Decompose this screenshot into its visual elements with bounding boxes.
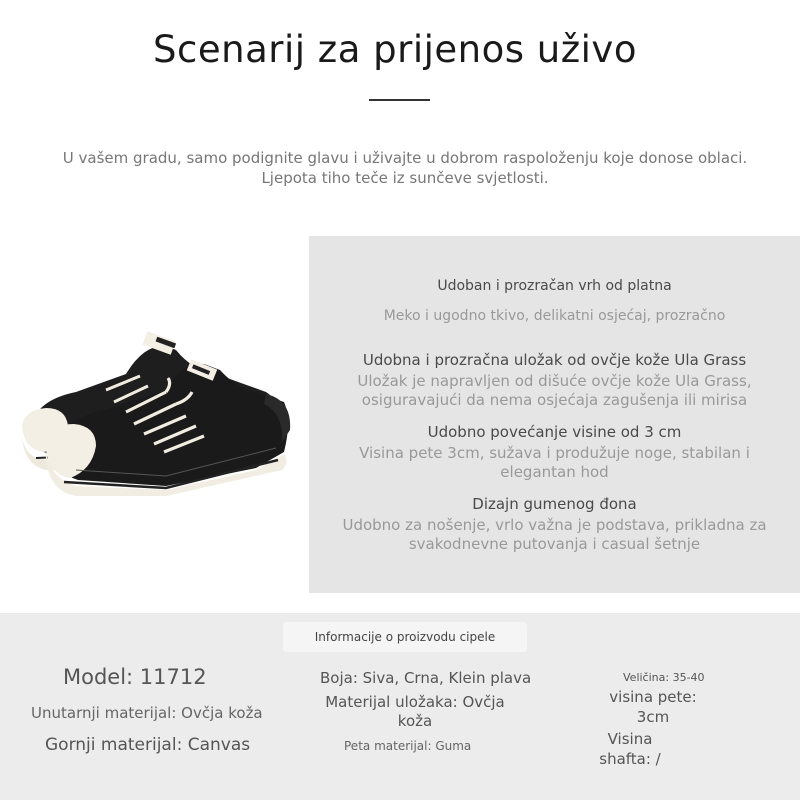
sneaker-image	[16, 330, 298, 496]
spec-model: Model: 11712	[63, 665, 207, 689]
feature-rubber-sole	[309, 494, 800, 554]
spec-heel-height	[603, 687, 703, 727]
feature-title: Udobna i prozračna uložak od ovčje kože Ula Grass	[362, 351, 747, 369]
feature-insole	[309, 350, 800, 410]
feature-desc-line: osiguravajući da nema osjećaja zagušenja ili mirisa	[361, 391, 748, 409]
feature-canvas-upper	[309, 276, 800, 326]
intro-line-2: Ljepota tiho teče iz sunčeve svjetlosti.	[261, 169, 549, 187]
feature-desc	[309, 372, 800, 410]
feature-desc	[309, 444, 800, 482]
product-info-panel	[0, 613, 800, 800]
feature-desc: Meko i ugodno tkivo, delikatni osjećaj, prozračno	[383, 308, 726, 324]
feature-title: Udobno povećanje visine od 3 cm	[427, 423, 682, 441]
feature-desc-line: Visina pete 3cm, sužava i produžuje noge, stabilan i	[359, 444, 750, 462]
spec-color: Boja: Siva, Crna, Klein plava	[320, 669, 532, 687]
spec-insole-material	[320, 693, 510, 731]
spec-upper-material: Gornji materijal: Canvas	[45, 735, 251, 755]
spec-heel-height-line: visina pete:	[609, 688, 697, 706]
feature-title: Udoban i prozračan vrh od platna	[437, 278, 672, 294]
intro-text	[0, 148, 800, 188]
spec-insole-line: koža	[397, 712, 433, 730]
spec-inner-material: Unutarnji materijal: Ovčja koža	[31, 704, 263, 722]
spec-heel-height-line: 3cm	[636, 708, 670, 726]
feature-desc-line: elegantan hod	[500, 463, 609, 481]
feature-height	[309, 422, 800, 482]
spec-shaft-height	[590, 729, 670, 769]
feature-title: Dizajn gumenog đona	[472, 495, 637, 513]
feature-desc-line: Udobno za nošenje, vrlo važna je podstava, prikladna za	[342, 516, 767, 534]
intro-line-1: U vašem gradu, samo podignite glavu i uživajte u dobrom raspoloženju koje donose oblaci.	[62, 149, 748, 167]
spec-insole-line: Materijal uložaka: Ovčja	[325, 693, 505, 711]
product-info-header: Informacije o proizvodu cipele	[283, 622, 527, 652]
front-shoe-upper	[55, 364, 288, 486]
page-title: Scenarij za prijenos uživo	[153, 28, 637, 71]
spec-shaft-line: Visina	[607, 730, 653, 748]
feature-desc	[309, 516, 800, 554]
feature-desc-line: Uložak je napravljen od dišuće ovčje kože Ula Grass,	[357, 372, 752, 390]
spec-size: Veličina: 35-40	[623, 671, 705, 684]
title-divider	[369, 99, 430, 101]
feature-panel	[309, 236, 800, 593]
spec-heel-material: Peta materijal: Guma	[344, 739, 472, 753]
feature-desc-line: svakodnevne putovanja i casual šetnje	[408, 535, 701, 553]
spec-shaft-line: shafta: /	[599, 750, 661, 768]
